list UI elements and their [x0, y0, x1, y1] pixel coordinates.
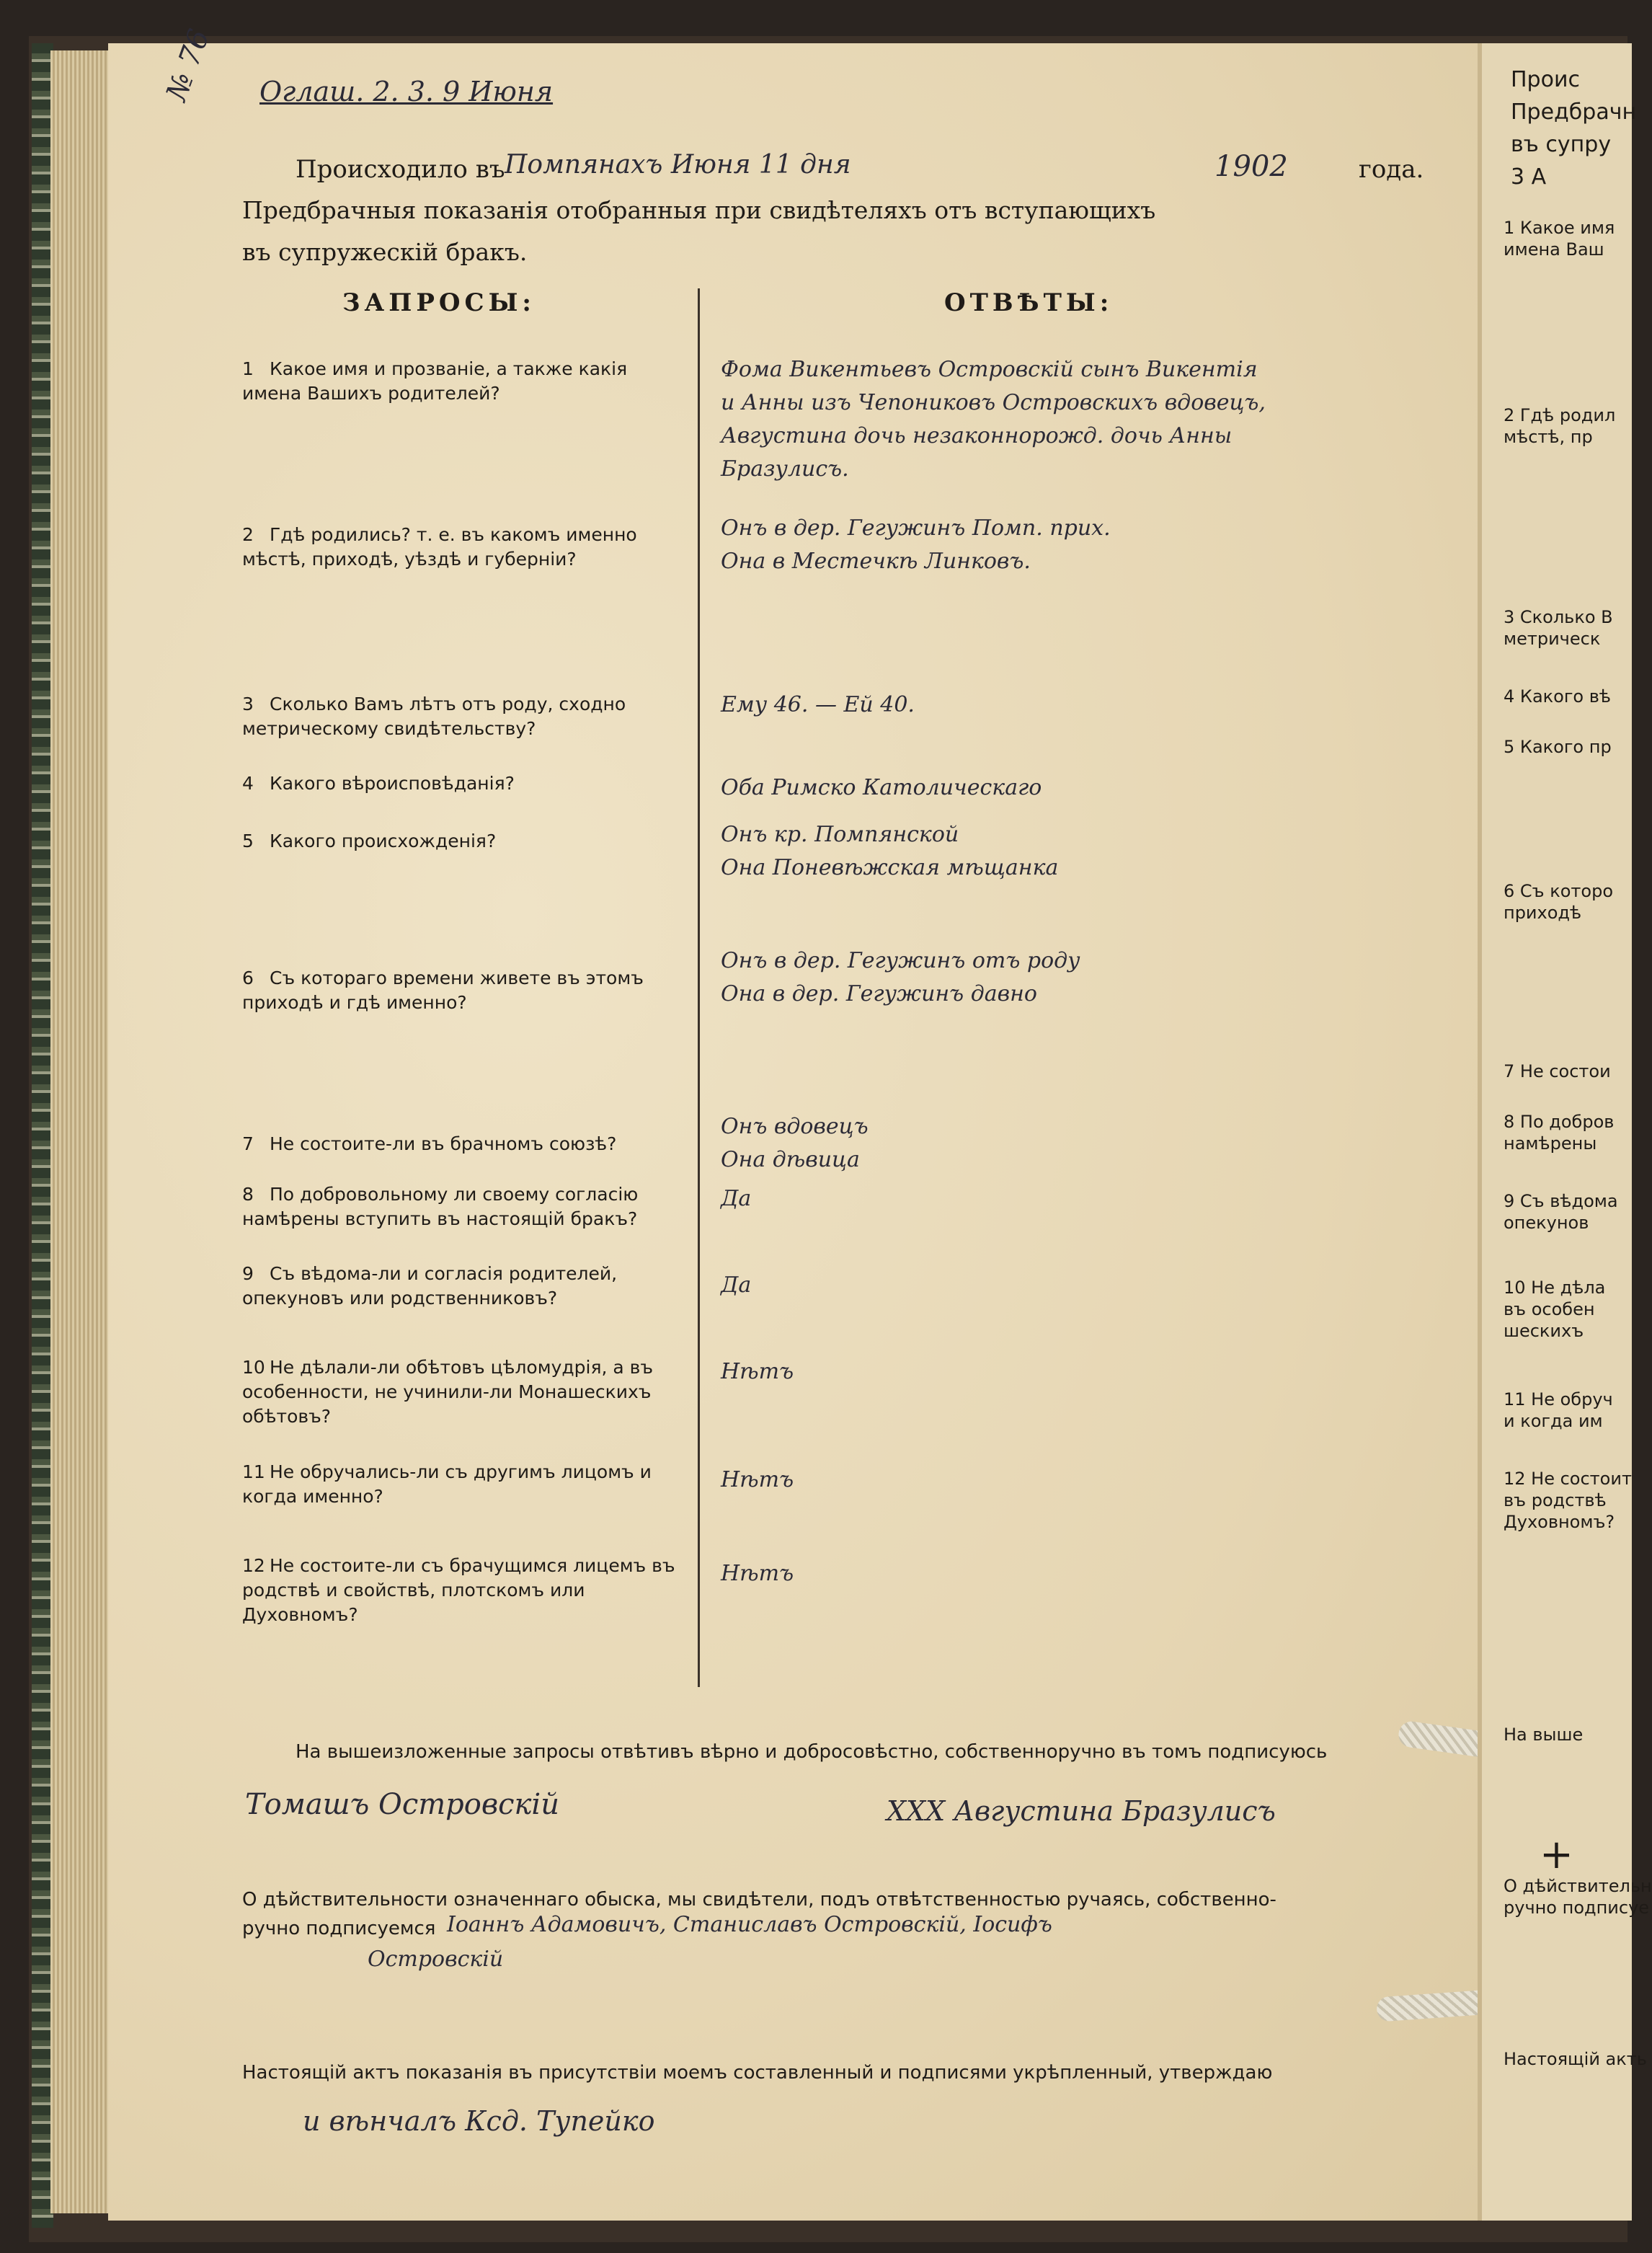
answer-item: [721, 353, 1463, 486]
witness-signatures-2: Островскій: [368, 1947, 504, 1972]
answer-line: Онъ в дер. Гегужинъ отъ роду: [721, 948, 1080, 973]
facing-page-line: опекунов: [1504, 1213, 1589, 1233]
closing-statement: На вышеизложенные запросы отвѣтивъ вѣрно и добросовѣстно, собственноручно въ томъ подписуюсь: [296, 1741, 1328, 1763]
answer-item: [721, 512, 1463, 578]
answer-line: Августина дочь незаконнорожд. дочь Анны: [721, 423, 1233, 448]
facing-page-line: 8 По добров: [1504, 1112, 1615, 1132]
question-text: Не дѣлали-ли обѣтовъ цѣломудрія, а въ особенности, не учинили-ли Монашескихъ обѣтовъ?: [242, 1357, 654, 1427]
facing-page-line: имена Ваш: [1504, 239, 1604, 260]
facing-page-line: 1 Какое имя: [1504, 218, 1615, 238]
answer-item: [721, 1464, 1463, 1497]
facing-page-line: 4 Какого вѣ: [1504, 686, 1612, 707]
answer-item: [721, 1355, 1463, 1389]
question-number: 2: [242, 524, 254, 545]
answer-item: [721, 1557, 1463, 1590]
answer-line: Онъ кр. Помпянской: [721, 822, 959, 847]
question-item: [242, 692, 682, 741]
question-item: [242, 357, 682, 406]
question-item: [242, 1554, 682, 1627]
question-text: Какое имя и прозваніе, а также какія имена Вашихъ родителей?: [242, 358, 628, 404]
questions-column-title: ЗАПРОСЫ:: [342, 288, 536, 317]
margin-number: № 76: [160, 25, 216, 105]
answer-item: [721, 1269, 1463, 1302]
facing-page-line: метрическ: [1504, 629, 1601, 649]
answer-item: [721, 689, 1463, 722]
question-item: [242, 1132, 682, 1156]
question-text: Съ котораго времени живете въ этомъ приходѣ и гдѣ именно?: [242, 968, 644, 1013]
question-text: Не состоите-ли съ брачущимся лицемъ въ родствѣ и свойствѣ, плотскомъ или Духовномъ?: [242, 1555, 675, 1625]
answer-line: Нѣтъ: [721, 1359, 794, 1384]
answer-line: Ему 46. — Ей 40.: [721, 692, 915, 717]
witness-text-2: ручно подписуемся: [242, 1918, 436, 1939]
question-number: 8: [242, 1184, 254, 1205]
facing-page-line: 2 Гдѣ родил: [1504, 405, 1616, 425]
facing-page-line: въ супру: [1511, 132, 1612, 157]
answer-line: Нѣтъ: [721, 1561, 794, 1586]
question-number: 10: [242, 1357, 265, 1378]
question-text: Не состоите-ли въ брачномъ союзѣ?: [270, 1133, 617, 1154]
question-text: Сколько Вамъ лѣтъ отъ роду, сходно метрическому свидѣтельству?: [242, 694, 626, 739]
witness-signatures-1: Іоаннъ Адамовичъ, Станиславъ Островскій, Іосифъ: [447, 1912, 1052, 1937]
banns-note: Оглаш. 2. 3. 9 Июня: [259, 76, 554, 107]
document-page: [108, 25, 1478, 2221]
question-item: [242, 1460, 682, 1509]
facing-page-line: 10 Не дѣла: [1504, 1278, 1606, 1298]
facing-page-line: 3 Сколько В: [1504, 607, 1613, 627]
facing-page-line: Настоящій акть: [1504, 2049, 1647, 2069]
facing-page-line: въ родствѣ: [1504, 1490, 1607, 1510]
question-text: Гдѣ родились? т. е. въ какомъ именно мѣстѣ, приходѣ, уѣздѣ и губерніи?: [242, 524, 637, 570]
answer-item: [721, 944, 1463, 1011]
answer-item: [721, 1182, 1463, 1216]
answer-line: Она в Местечкѣ Линковъ.: [721, 549, 1031, 574]
facing-page-line: въ особен: [1504, 1299, 1595, 1319]
facing-page-line: 9 Съ вѣдома: [1504, 1191, 1618, 1211]
facing-page-line: Духовномъ?: [1504, 1512, 1615, 1532]
answers-column-title: ОТВѢТЫ:: [944, 288, 1114, 317]
facing-page-line: 7 Не состои: [1504, 1061, 1611, 1081]
answer-line: Нѣтъ: [721, 1467, 794, 1492]
facing-page-line: и когда им: [1504, 1411, 1603, 1431]
question-item: [242, 1262, 682, 1311]
answer-line: Да: [721, 1272, 752, 1298]
facing-page: [1478, 43, 1652, 2221]
header-line3: въ супружескій бракъ.: [242, 238, 528, 266]
bride-signature: ХХХ Августина Бразулисъ: [887, 1795, 1276, 1827]
question-number: 11: [242, 1461, 265, 1482]
question-text: Съ вѣдома-ли и согласія родителей, опекуновъ или родственниковъ?: [242, 1263, 618, 1309]
answer-item: [721, 771, 1463, 805]
question-item: [242, 771, 682, 796]
answer-line: Фома Викентьевъ Островскій сынъ Викентія: [721, 357, 1258, 382]
facing-page-line: мѣстѣ, пр: [1504, 427, 1593, 447]
question-number: 6: [242, 968, 254, 988]
facing-page-line: О дѣйствительн: [1504, 1876, 1652, 1896]
answer-line: Бразулисъ.: [721, 456, 849, 482]
answer-line: Она дѣвица: [721, 1147, 860, 1172]
facing-page-line: 6 Съ которо: [1504, 881, 1614, 901]
question-item: [242, 1182, 682, 1231]
facing-page-line: 12 Не состоит: [1504, 1469, 1632, 1489]
answer-line: Онъ вдовецъ: [721, 1114, 869, 1139]
facing-page-line: Проис: [1511, 67, 1580, 92]
question-number: 5: [242, 831, 254, 851]
answer-line: Да: [721, 1186, 752, 1211]
question-number: 12: [242, 1555, 265, 1576]
header-line2: Предбрачныя показанія отобранныя при свидѣтеляхъ отъ вступающихъ: [242, 196, 1156, 224]
header-year-suffix: года.: [1359, 155, 1424, 184]
answer-item: [721, 1110, 1463, 1177]
witness-text-1: О дѣйствительности означеннаго обыска, мы свидѣтели, подъ отвѣтственностью ручаясь, собственно-: [242, 1889, 1276, 1911]
facing-page-line: шескихъ: [1504, 1321, 1584, 1341]
header-line1-prefix: Происходило въ: [296, 155, 505, 184]
header-place-date: Помпянахъ Июня 11 дня: [505, 150, 851, 180]
answer-line: и Анны изъ Чепониковъ Островскихъ вдовецъ,: [721, 390, 1266, 415]
question-text: Какого происхожденія?: [270, 831, 497, 851]
question-item: [242, 1355, 682, 1429]
facing-page-line: Предбрачн: [1511, 99, 1637, 125]
answer-line: Она в дер. Гегужинъ давно: [721, 981, 1037, 1006]
cross-mark: +: [1540, 1831, 1573, 1878]
question-item: [242, 523, 682, 572]
answer-item: [721, 818, 1463, 885]
binding-string-bottom: [1376, 1989, 1493, 2022]
question-text: Какого вѣроисповѣданія?: [270, 773, 515, 794]
priest-signature: и вѣнчалъ Ксд. Тупейко: [303, 2105, 655, 2137]
question-text: По добровольному ли своему согласію намѣрены вступить въ настоящій бракъ?: [242, 1184, 639, 1229]
question-number: 1: [242, 358, 254, 379]
answer-line: Она Поневѣжская мѣщанка: [721, 855, 1059, 880]
page-edges: [50, 50, 108, 2213]
question-item: [242, 829, 682, 854]
facing-page-line: ручно подписуе: [1504, 1898, 1650, 1918]
question-item: [242, 966, 682, 1015]
question-number: 4: [242, 773, 254, 794]
facing-page-line: намѣрены: [1504, 1133, 1597, 1154]
question-number: 9: [242, 1263, 254, 1284]
facing-page-line: приходѣ: [1504, 903, 1582, 923]
facing-page-line: 5 Какого пр: [1504, 737, 1612, 757]
question-number: 7: [242, 1133, 254, 1154]
column-divider: [698, 288, 700, 1687]
answer-line: Онъ в дер. Гегужинъ Помп. прих.: [721, 515, 1111, 541]
facing-page-line: 11 Не обруч: [1504, 1389, 1613, 1409]
header-year: 1902: [1214, 150, 1288, 183]
facing-page-line: 3 А: [1511, 164, 1547, 190]
answer-line: Оба Римско Католическаго: [721, 775, 1042, 800]
act-statement: Настоящій актъ показанія въ присутствіи моемъ составленный и подписями укрѣпленный, утверждаю: [242, 2062, 1273, 2084]
question-number: 3: [242, 694, 254, 714]
facing-page-line: На выше: [1504, 1725, 1584, 1745]
question-text: Не обручались-ли съ другимъ лицомъ и когда именно?: [242, 1461, 652, 1507]
groom-signature: Томашъ Островскій: [245, 1788, 559, 1821]
